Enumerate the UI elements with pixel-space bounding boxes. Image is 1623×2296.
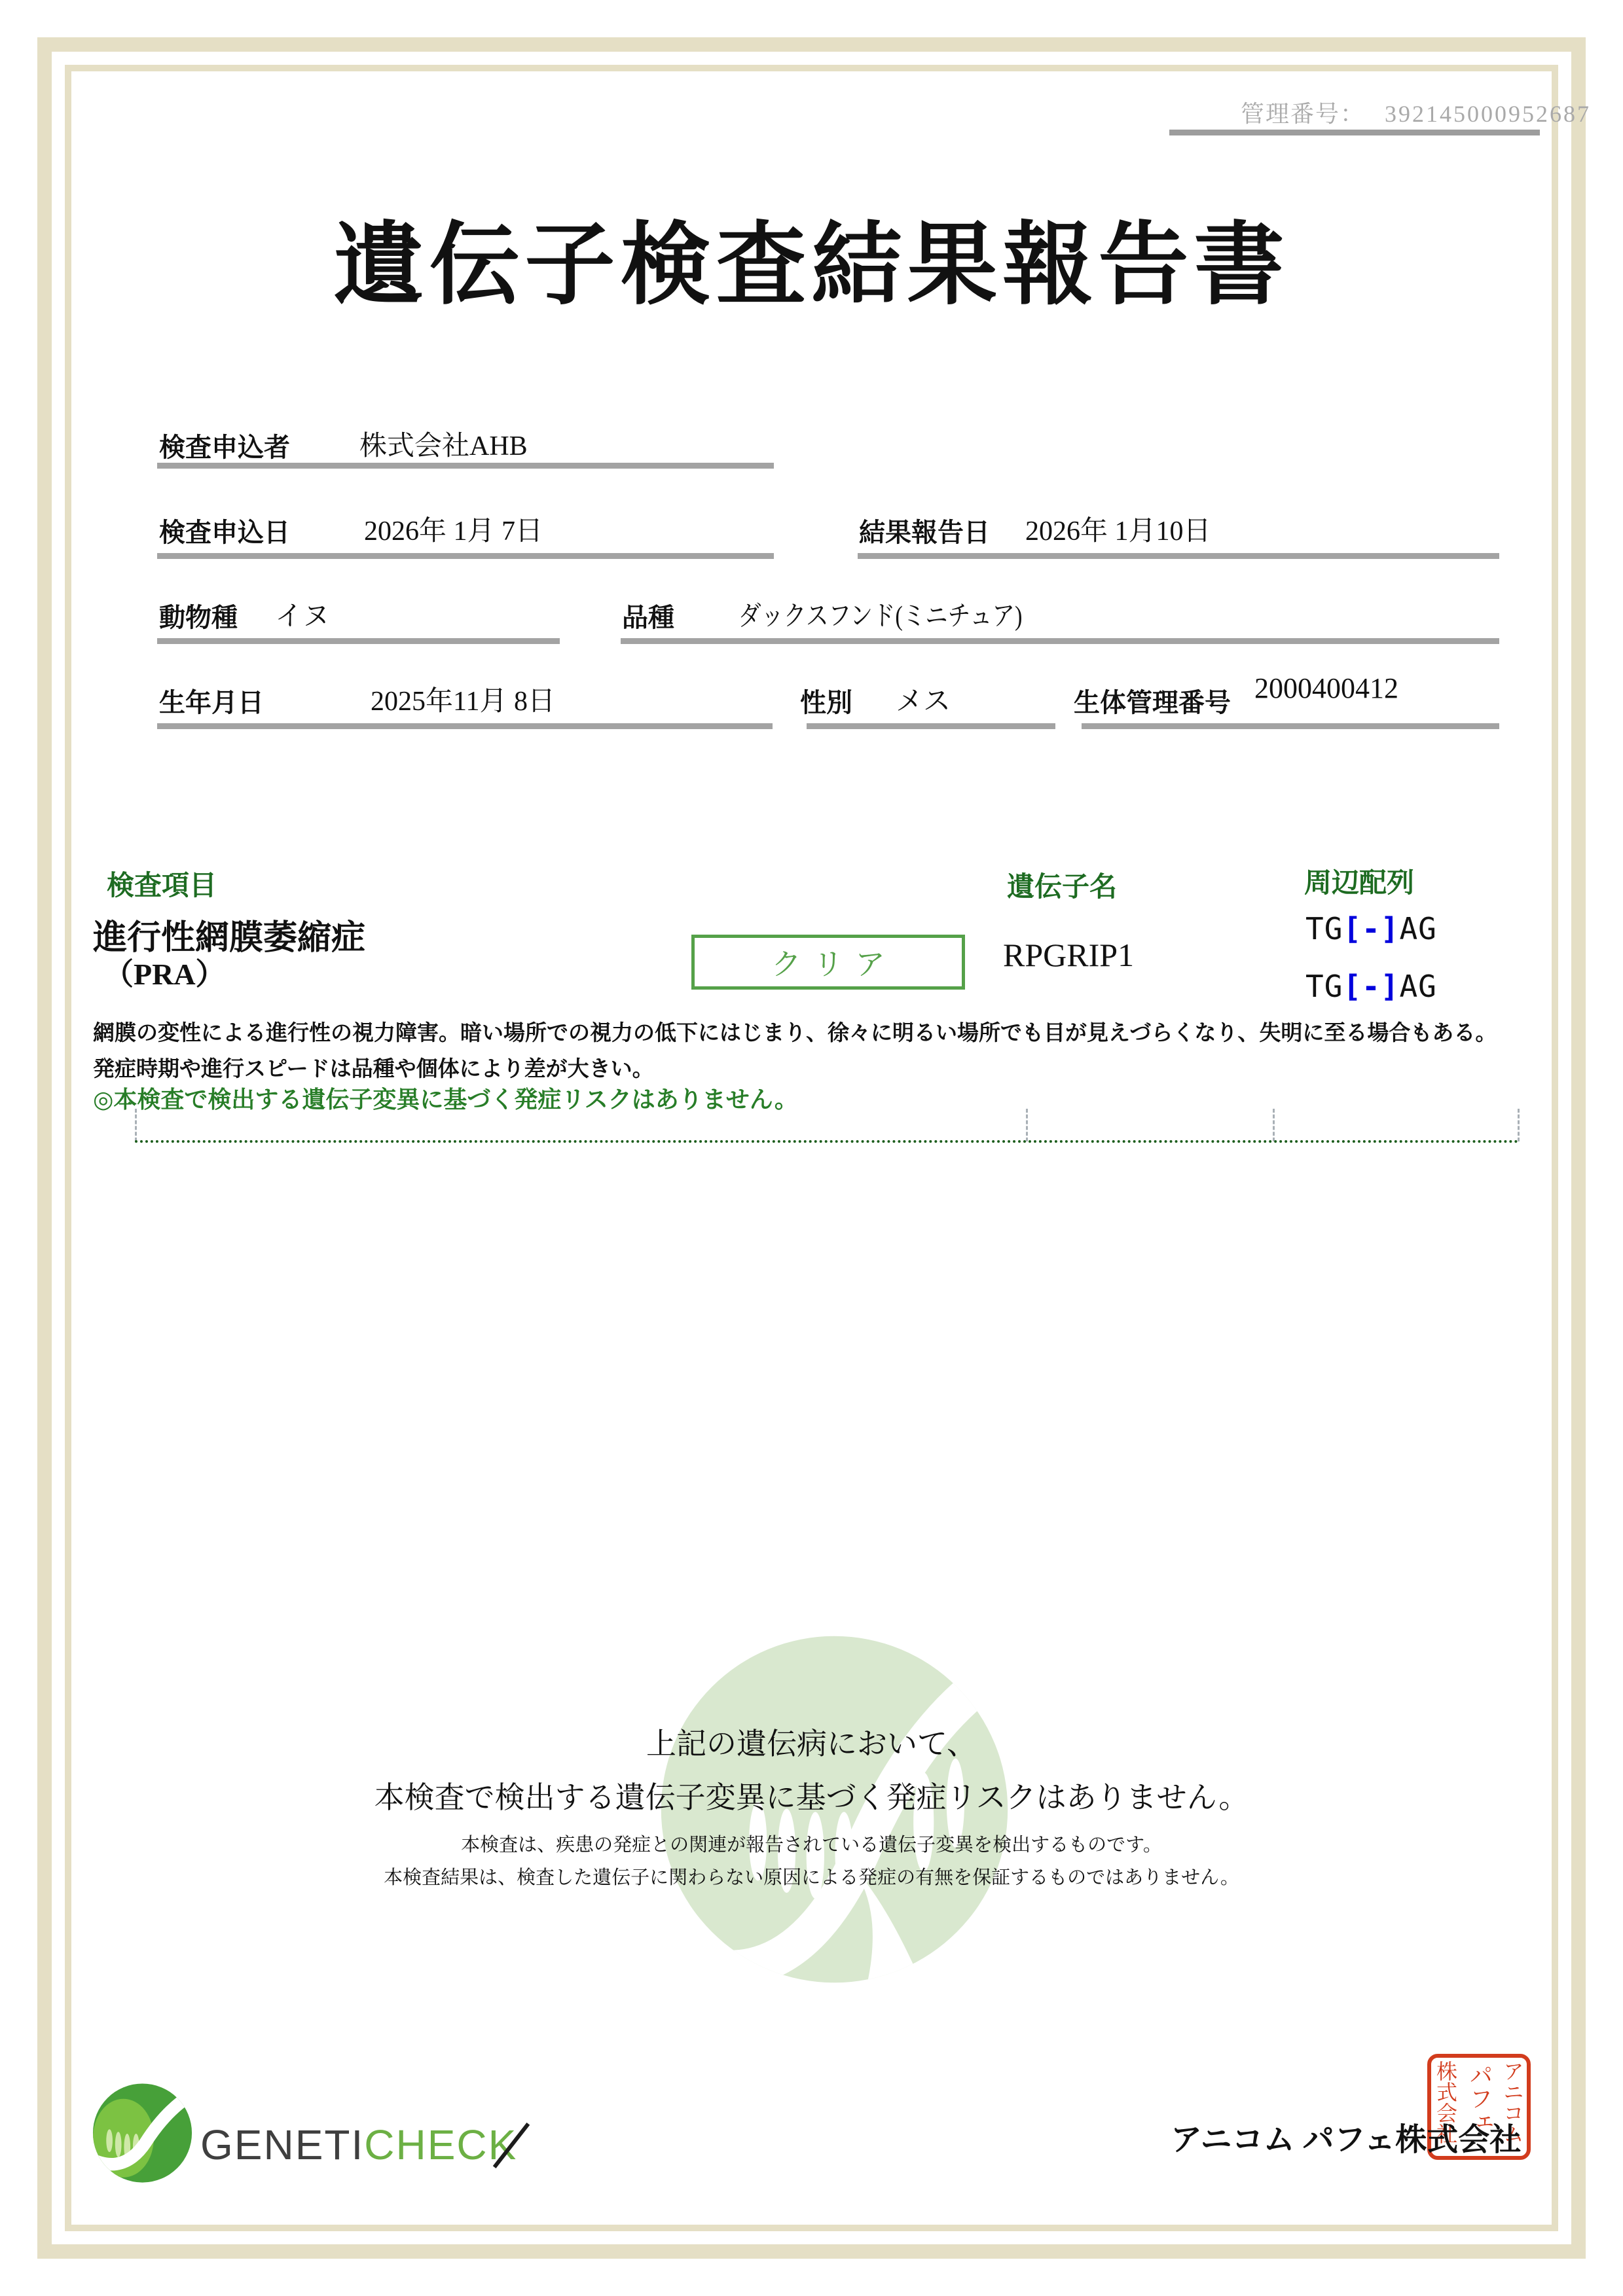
species-value: イヌ <box>275 601 331 632</box>
table-guide-vline-3 <box>1273 1109 1275 1141</box>
birth-date-value: 2025年11月 8日 <box>371 687 555 717</box>
disease-description-line2: 発症時期や進行スピードは品種や個体により差が大きい。 <box>93 1058 654 1081</box>
test-item-subname: （PRA） <box>103 958 226 991</box>
seal-column-middle: パフェ <box>1467 2063 1493 2134</box>
breed-value-text: ダックスフンド(ミニチュア) <box>739 601 1023 632</box>
table-guide-vline-2 <box>1026 1109 1028 1141</box>
animal-id-label: 生体管理番号 <box>1074 688 1231 717</box>
species-label: 動物種 <box>159 603 238 632</box>
sex-value: メス <box>896 687 951 717</box>
breed-underline <box>621 638 1499 644</box>
animal-id-underline <box>1082 723 1499 729</box>
applicant-label: 検査申込者 <box>159 433 290 462</box>
apply-date-underline <box>157 553 774 559</box>
apply-date-label: 検査申込日 <box>159 518 290 547</box>
seq2-post: AG <box>1399 969 1437 1004</box>
report-date-underline <box>858 553 1499 559</box>
brand-wordmark <box>200 2121 517 2169</box>
test-item-header: 検査項目 <box>107 871 217 901</box>
seq1-pre: TG <box>1305 911 1343 946</box>
species-underline <box>157 638 560 644</box>
sex-label: 性別 <box>800 688 852 717</box>
report-date-value: 2026年 1月10日 <box>1025 516 1211 547</box>
apply-date-value: 2026年 1月 7日 <box>364 516 543 547</box>
applicant-value: 株式会社AHB <box>359 431 528 461</box>
sequence-header: 周辺配列 <box>1304 869 1415 899</box>
gene-name-value: RPGRIP1 <box>1003 937 1135 973</box>
report-date-label: 結果報告日 <box>859 518 990 547</box>
seq1-variant: [-] <box>1343 911 1400 946</box>
management-number-row <box>1241 96 1591 129</box>
company-name: アニコム パフェ株式会社 <box>1171 2123 1522 2157</box>
summary-line2: 本検査で検出する遺伝子変異に基づく発症リスクはありません。 <box>374 1780 1249 1814</box>
disease-description-line1: 網膜の変性による進行性の視力障害。暗い場所での視力の低下にはじまり、徐々に明るい場所でも目が見えづらくなり、失明に至る場合もある。 <box>93 1022 1497 1045</box>
birth-date-label: 生年月日 <box>159 688 264 717</box>
summary-note1: 本検査は、疾患の発症との関連が報告されている遺伝子変異を検出するものです。 <box>461 1835 1162 1856</box>
table-guide-hline <box>135 1140 1519 1143</box>
summary-note2: 本検査結果は、検査した遺伝子に関わらない原因による発症の有無を保証するものではありません。 <box>384 1867 1239 1888</box>
seq2-variant: [-] <box>1343 969 1400 1004</box>
seq2-pre: TG <box>1305 969 1343 1004</box>
table-guide-vline-4 <box>1518 1109 1520 1141</box>
test-item-name: 進行性網膜萎縮症 <box>93 920 366 957</box>
management-number-underline <box>1169 130 1540 135</box>
page-title: 遺伝子検査結果報告書 <box>333 215 1290 315</box>
brand-wordmark-geneti: GENETI <box>200 2121 365 2168</box>
brand-wordmark-check: CHECK <box>364 2121 518 2168</box>
risk-note: ◎本検査で検出する遺伝子変異に基づく発症リスクはありません。 <box>93 1086 798 1113</box>
sequence-value-2 <box>1305 969 1437 1004</box>
gene-name-header: 遺伝子名 <box>1007 872 1118 903</box>
seq1-post: AG <box>1399 911 1437 946</box>
sex-underline <box>807 723 1055 729</box>
summary-line1: 上記の遺伝病において、 <box>646 1727 977 1761</box>
sequence-value-1 <box>1305 911 1437 946</box>
test-result-value: クリア <box>771 948 897 981</box>
seal-column-right: アニコム <box>1501 2060 1524 2144</box>
animal-id-value: 2000400412 <box>1254 672 1398 704</box>
seal-column-left: 株式会社 <box>1434 2060 1457 2144</box>
birth-date-underline <box>157 723 773 729</box>
geneticheck-logo-icon <box>92 2081 193 2185</box>
management-number-label: 管理番号： <box>1241 101 1366 127</box>
management-number-value: 392145000952687 <box>1385 101 1592 127</box>
test-result-box <box>691 935 965 990</box>
breed-label: 品種 <box>622 603 674 632</box>
breed-value <box>739 594 1085 634</box>
